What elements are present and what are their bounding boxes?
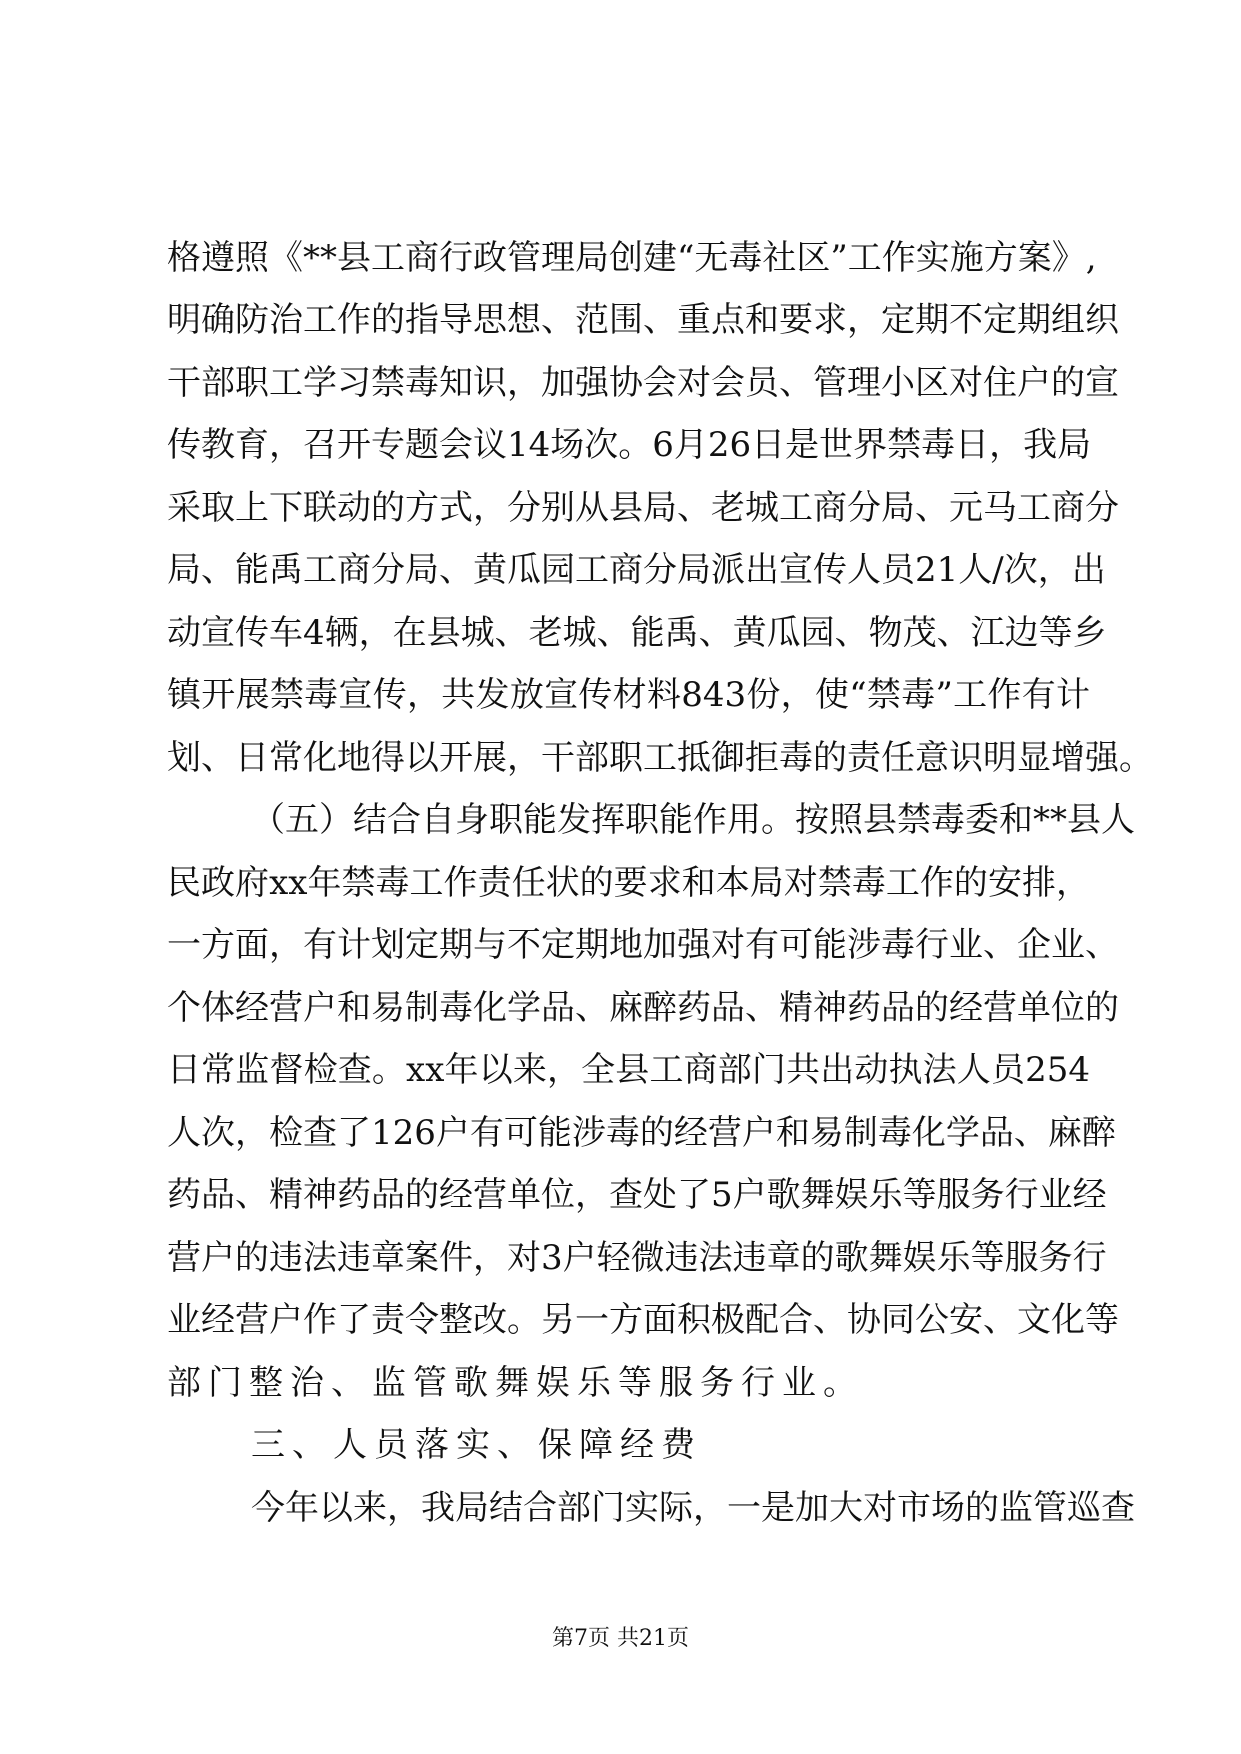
body-line: 今年以来，我局结合部门实际，一是加大对市场的监管巡查 [251,1488,1135,1528]
body-line: 局、能禹工商分局、黄瓜园工商分局派出宣传人员21人/次，出 [167,550,1106,590]
body-line: 格遵照《**县工商行政管理局创建“无毒社区”工作实施方案》, [167,238,1097,278]
body-line: 划、日常化地得以开展，干部职工抵御拒毒的责任意识明显增强。 [167,738,1153,778]
section-heading-line: （五）结合自身职能发挥职能作用。按照县禁毒委和**县人 [251,800,1135,840]
body-line: 镇开展禁毒宣传，共发放宣传材料843份，使“禁毒”工作有计 [167,675,1090,715]
body-line: 采取上下联动的方式，分别从县局、老城工商分局、元马工商分 [167,488,1119,528]
section-heading: 三、人员落实、保障经费 [251,1425,702,1465]
body-line: 业经营户作了责令整改。另一方面积极配合、协同公安、文化等 [167,1300,1119,1340]
body-line: 民政府xx年禁毒工作责任状的要求和本局对禁毒工作的安排， [167,863,1090,903]
body-line: 个体经营户和易制毒化学品、麻醉药品、精神药品的经营单位的 [167,988,1119,1028]
body-line: 营户的违法违章案件，对3户轻微违法违章的歌舞娱乐等服务行 [167,1238,1107,1278]
body-line: 动宣传车4辆，在县城、老城、能禹、黄瓜园、物茂、江边等乡 [167,613,1107,653]
body-line: 日常监督检查。xx年以来，全县工商部门共出动执法人员254 [167,1050,1090,1090]
body-line: 传教育，召开专题会议14场次。6月26日是世界禁毒日，我局 [167,425,1092,465]
body-line: 部门整治、监管歌舞娱乐等服务行业。 [167,1363,864,1403]
body-line: 干部职工学习禁毒知识，加强协会对会员、管理小区对住户的宣 [167,363,1119,403]
body-line: 一方面，有计划定期与不定期地加强对有可能涉毒行业、企业、 [167,925,1119,965]
body-line: 药品、精神药品的经营单位，查处了5户歌舞娱乐等服务行业经 [167,1175,1107,1215]
body-line: 人次，检查了126户有可能涉毒的经营户和易制毒化学品、麻醉 [167,1113,1116,1153]
page-number-footer: 第7页 共21页 [552,1626,689,1651]
body-line: 明确防治工作的指导思想、范围、重点和要求，定期不定期组织 [167,300,1119,340]
